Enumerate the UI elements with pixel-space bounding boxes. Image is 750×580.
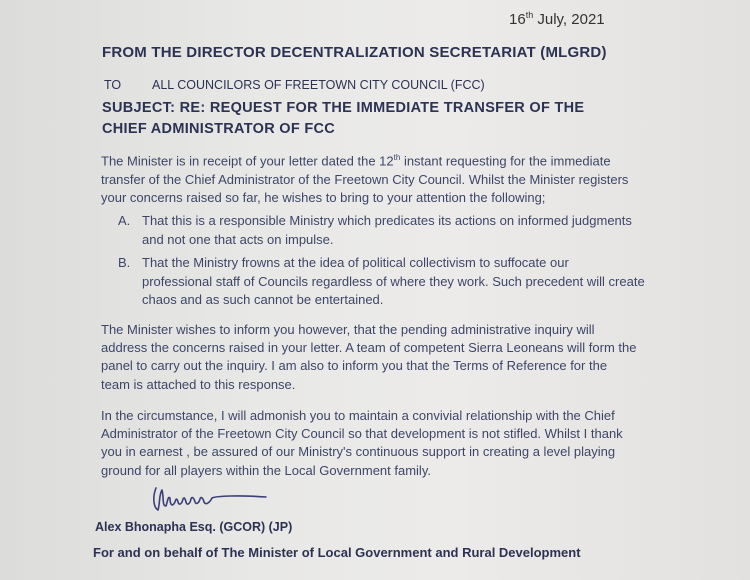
text-line: That this is a responsible Ministry which predicates its actions on informed judgments (142, 213, 632, 228)
paragraph-intro (101, 149, 628, 207)
to-line (104, 78, 485, 92)
to-label: TO (104, 78, 122, 92)
on-behalf-line: For and on behalf of The Minister of Local Government and Rural Development (93, 545, 581, 560)
text-line: chaos and as such cannot be entertained. (142, 292, 384, 308)
paragraph-inquiry (101, 321, 636, 394)
subject-heading (102, 98, 584, 140)
paragraph-circumstance (101, 407, 623, 480)
letter-date: 16th July, 2021 (509, 10, 605, 28)
text-line: ground for all players within the Local Government family. (101, 462, 431, 478)
text-line: your concerns raised so far, he wishes to bring to your attention the following; (101, 189, 546, 205)
text-line: address the concerns raised in your letter. A team of competent Sierra Leoneans will form the (101, 340, 637, 356)
list-marker: A. (118, 213, 131, 228)
to-recipients: ALL COUNCILORS OF FREETOWN CITY COUNCIL (FCC) (152, 78, 485, 92)
signatory-name: Alex Bhonapha Esq. (GCOR) (JP) (95, 520, 293, 534)
subject-line: CHIEF ADMINISTRATOR OF FCC (102, 121, 336, 137)
text-line: and not one that acts on impulse. (142, 231, 334, 247)
text-line: professional staff of Councils regardless of where they work. Such precedent will create (142, 273, 645, 289)
text-line: In the circumstance, I will admonish you to maintain a convivial relationship with the Chief (101, 408, 615, 423)
text-line: team is attached to this response. (101, 376, 296, 392)
text-line: you in earnest , be assured of our Ministry's continuous support in creating a level playing (101, 444, 616, 460)
from-heading: FROM THE DIRECTOR DECENTRALIZATION SECRETARIAT (MLGRD) (102, 44, 607, 61)
subject-line: SUBJECT: RE: REQUEST FOR THE IMMEDIATE TRANSFER OF THE (102, 100, 585, 116)
text-line: That the Ministry frowns at the idea of political collectivism to suffocate our (142, 255, 569, 270)
handwritten-signature (150, 484, 270, 514)
text-line: Administrator of the Freetown City Council so that development is not stifled. Whilst I thank (101, 426, 623, 442)
text-line: The Minister wishes to inform you however, that the pending administrative inquiry will (101, 322, 595, 337)
text-line: transfer of the Chief Administrator of the Freetown City Council. Whilst the Minister registers (101, 171, 629, 187)
list-marker: B. (118, 255, 131, 270)
text-line: The Minister is in receipt of your letter dated the 12th instant requesting for the immediate (101, 153, 611, 169)
text-line: panel to carry out the inquiry. I am also to inform you that the Terms of Reference for the (101, 358, 608, 374)
